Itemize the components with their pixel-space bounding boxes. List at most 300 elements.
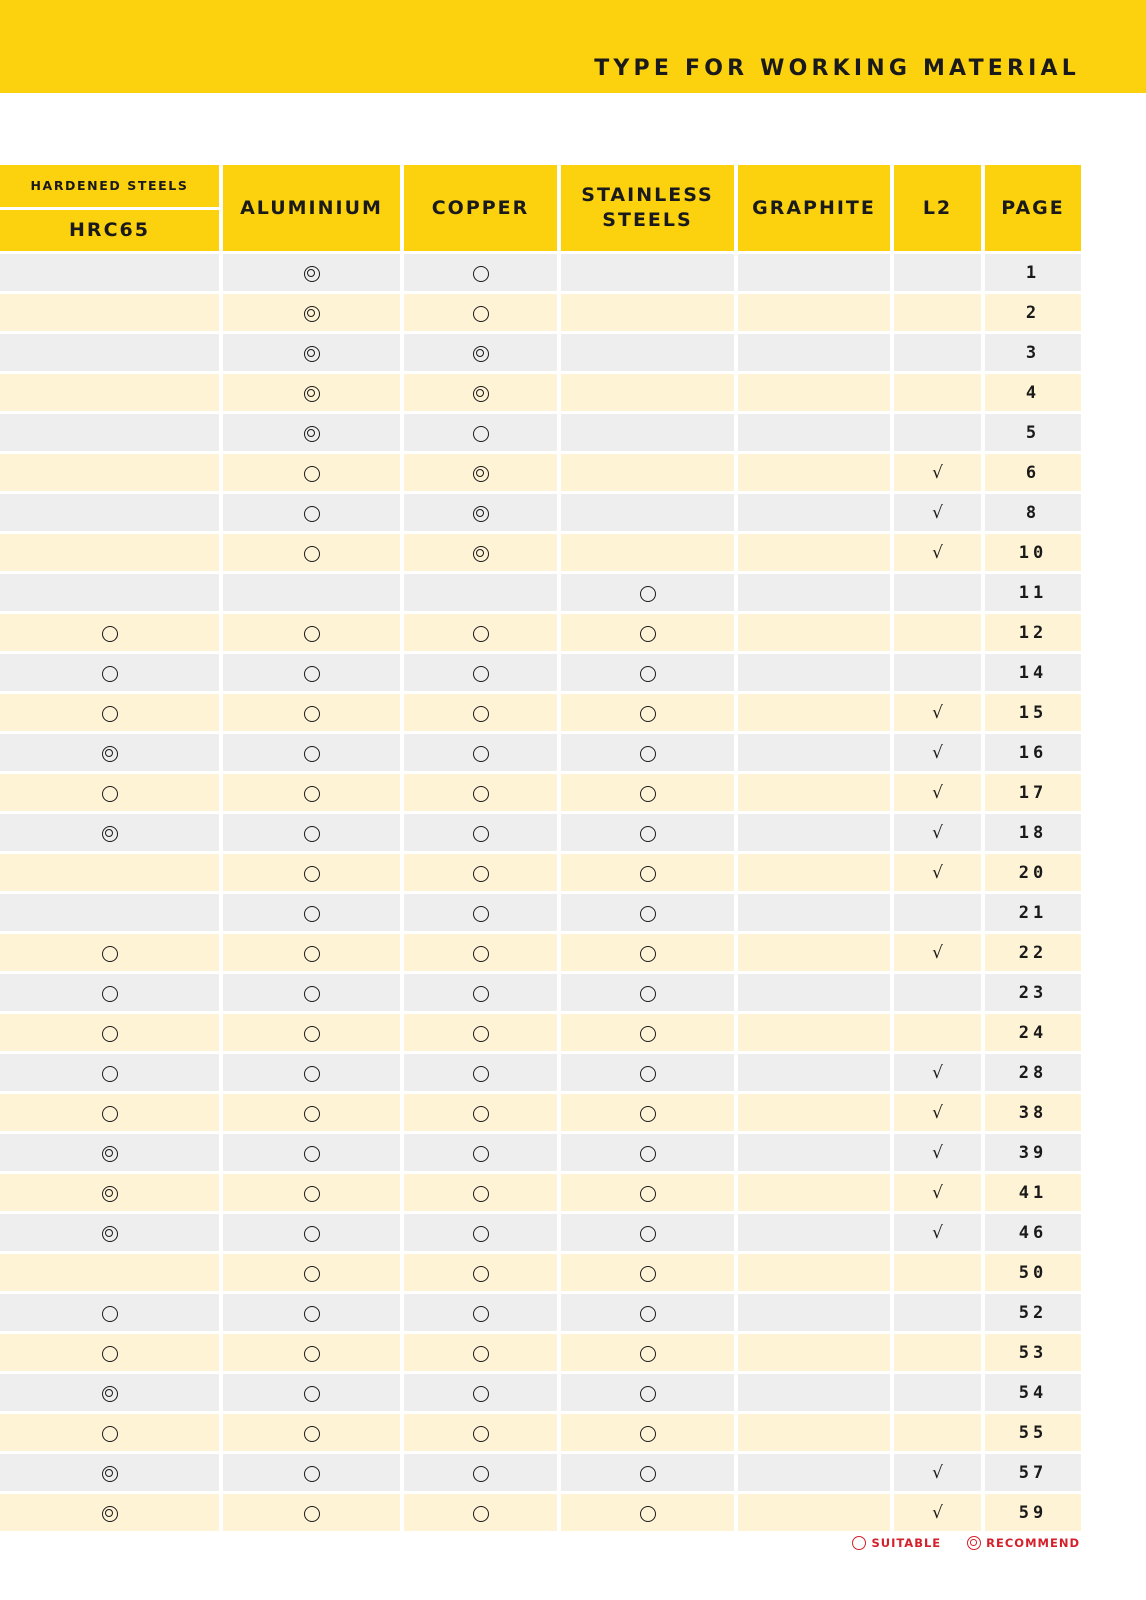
cell-al — [223, 1254, 400, 1291]
cell-hs — [0, 1454, 219, 1491]
suitable-circle-icon — [640, 1266, 656, 1282]
col-stainless-line1: STAINLESS — [581, 184, 714, 206]
cell-hs — [0, 1414, 219, 1451]
page-title: TYPE FOR WORKING MATERIAL — [594, 56, 1080, 81]
cell-gr — [738, 1254, 890, 1291]
cell-page — [985, 1374, 1081, 1411]
suitable-circle-icon — [304, 626, 320, 642]
suitable-circle-icon — [102, 946, 118, 962]
table-row — [0, 1214, 1081, 1251]
cell-hs — [0, 1094, 219, 1131]
cell-cu — [404, 1374, 557, 1411]
cell-cu — [404, 814, 557, 851]
recommend-double-circle-icon — [473, 386, 489, 402]
suitable-circle-icon — [640, 1026, 656, 1042]
cell-hs — [0, 1214, 219, 1251]
suitable-circle-icon — [473, 1226, 489, 1242]
cell-hs — [0, 974, 219, 1011]
cell-cu — [404, 654, 557, 691]
cell-l2 — [894, 1054, 981, 1091]
suitable-circle-icon — [102, 1066, 118, 1082]
cell-hs — [0, 334, 219, 371]
cell-al — [223, 454, 400, 491]
cell-hs — [0, 254, 219, 291]
cell-ss — [561, 454, 734, 491]
suitable-circle-icon — [640, 1146, 656, 1162]
cell-l2 — [894, 894, 981, 931]
cell-page — [985, 414, 1081, 451]
cell-al — [223, 294, 400, 331]
cell-cu — [404, 414, 557, 451]
cell-ss — [561, 654, 734, 691]
table-row — [0, 974, 1081, 1011]
cell-ss — [561, 534, 734, 571]
suitable-circle-icon — [640, 1426, 656, 1442]
recommend-double-circle-icon — [102, 746, 118, 762]
cell-hs — [0, 494, 219, 531]
col-page: PAGE — [985, 165, 1081, 251]
cell-l2 — [894, 494, 981, 531]
cell-ss — [561, 894, 734, 931]
cell-hs — [0, 614, 219, 651]
suitable-circle-icon — [473, 946, 489, 962]
page-number: 22 — [1018, 942, 1048, 963]
recommend-double-circle-icon — [473, 346, 489, 362]
suitable-circle-icon — [304, 1426, 320, 1442]
suitable-circle-icon — [473, 786, 489, 802]
cell-ss — [561, 934, 734, 971]
cell-gr — [738, 374, 890, 411]
cell-gr — [738, 1454, 890, 1491]
page-number: 46 — [1018, 1222, 1048, 1243]
suitable-circle-icon — [640, 586, 656, 602]
check-mark-icon: √ — [932, 1462, 943, 1483]
cell-page — [985, 574, 1081, 611]
recommend-double-circle-icon — [967, 1536, 981, 1550]
cell-gr — [738, 1094, 890, 1131]
cell-page — [985, 934, 1081, 971]
cell-hs — [0, 294, 219, 331]
cell-l2 — [894, 574, 981, 611]
page-number: 1 — [1025, 262, 1041, 283]
cell-page — [985, 1334, 1081, 1371]
cell-al — [223, 614, 400, 651]
suitable-circle-icon — [304, 746, 320, 762]
cell-cu — [404, 1214, 557, 1251]
cell-page — [985, 1174, 1081, 1211]
cell-page — [985, 614, 1081, 651]
suitable-circle-icon — [102, 1026, 118, 1042]
suitable-circle-icon — [304, 1226, 320, 1242]
cell-l2 — [894, 334, 981, 371]
table-row — [0, 734, 1081, 771]
table-row — [0, 1014, 1081, 1051]
header-row — [0, 165, 1081, 251]
suitable-circle-icon — [473, 1106, 489, 1122]
table-row — [0, 1094, 1081, 1131]
suitable-circle-icon — [640, 1106, 656, 1122]
suitable-circle-icon — [473, 1466, 489, 1482]
cell-gr — [738, 934, 890, 971]
page-number: 17 — [1018, 782, 1048, 803]
cell-l2 — [894, 654, 981, 691]
cell-page — [985, 1054, 1081, 1091]
cell-page — [985, 294, 1081, 331]
table-row — [0, 1294, 1081, 1331]
table-row — [0, 334, 1081, 371]
suitable-circle-icon — [304, 1186, 320, 1202]
page-number: 8 — [1025, 502, 1041, 523]
cell-gr — [738, 734, 890, 771]
cell-l2 — [894, 694, 981, 731]
cell-cu — [404, 1174, 557, 1211]
page-number: 53 — [1018, 1342, 1048, 1363]
suitable-circle-icon — [304, 1106, 320, 1122]
page-number: 52 — [1018, 1302, 1048, 1323]
table-row — [0, 374, 1081, 411]
cell-page — [985, 254, 1081, 291]
cell-hs — [0, 414, 219, 451]
suitable-circle-icon — [304, 706, 320, 722]
table-row — [0, 454, 1081, 491]
recommend-double-circle-icon — [304, 266, 320, 282]
cell-gr — [738, 334, 890, 371]
page-number: 11 — [1018, 582, 1048, 603]
cell-l2 — [894, 974, 981, 1011]
cell-al — [223, 1014, 400, 1051]
cell-hs — [0, 1014, 219, 1051]
suitable-circle-icon — [473, 1506, 489, 1522]
cell-page — [985, 974, 1081, 1011]
cell-al — [223, 1334, 400, 1371]
cell-cu — [404, 534, 557, 571]
cell-ss — [561, 854, 734, 891]
suitable-circle-icon — [102, 1346, 118, 1362]
cell-ss — [561, 1094, 734, 1131]
cell-l2 — [894, 1014, 981, 1051]
cell-hs — [0, 1254, 219, 1291]
cell-al — [223, 1414, 400, 1451]
cell-al — [223, 1174, 400, 1211]
cell-l2 — [894, 1294, 981, 1331]
table-row — [0, 1454, 1081, 1491]
col-aluminium: ALUMINIUM — [223, 165, 400, 251]
table-row — [0, 1494, 1081, 1531]
col-hardened-steels-label: HARDENED STEELS — [0, 165, 219, 210]
page-number: 12 — [1018, 622, 1048, 643]
cell-cu — [404, 1414, 557, 1451]
cell-cu — [404, 1494, 557, 1531]
suitable-circle-icon — [473, 306, 489, 322]
legend — [852, 1536, 1080, 1550]
suitable-circle-icon — [304, 986, 320, 1002]
cell-cu — [404, 974, 557, 1011]
recommend-double-circle-icon — [102, 1186, 118, 1202]
cell-l2 — [894, 734, 981, 771]
cell-l2 — [894, 614, 981, 651]
cell-ss — [561, 574, 734, 611]
suitable-circle-icon — [304, 826, 320, 842]
page-number: 16 — [1018, 742, 1048, 763]
cell-cu — [404, 254, 557, 291]
suitable-circle-icon — [473, 266, 489, 282]
suitable-circle-icon — [473, 1146, 489, 1162]
suitable-circle-icon — [640, 786, 656, 802]
cell-ss — [561, 1054, 734, 1091]
cell-l2 — [894, 294, 981, 331]
cell-page — [985, 1414, 1081, 1451]
cell-al — [223, 694, 400, 731]
cell-l2 — [894, 414, 981, 451]
cell-page — [985, 334, 1081, 371]
recommend-double-circle-icon — [102, 1466, 118, 1482]
cell-gr — [738, 1134, 890, 1171]
cell-l2 — [894, 1374, 981, 1411]
cell-cu — [404, 294, 557, 331]
page-number: 6 — [1025, 462, 1041, 483]
legend-recommend — [967, 1536, 1080, 1550]
cell-gr — [738, 1374, 890, 1411]
cell-hs — [0, 1294, 219, 1331]
cell-cu — [404, 1334, 557, 1371]
suitable-circle-icon — [473, 626, 489, 642]
page-number: 14 — [1018, 662, 1048, 683]
suitable-circle-icon — [640, 1306, 656, 1322]
table-row — [0, 934, 1081, 971]
suitable-circle-icon — [640, 626, 656, 642]
suitable-circle-icon — [473, 426, 489, 442]
cell-cu — [404, 854, 557, 891]
cell-ss — [561, 1254, 734, 1291]
cell-page — [985, 774, 1081, 811]
recommend-double-circle-icon — [102, 826, 118, 842]
cell-hs — [0, 1334, 219, 1371]
cell-gr — [738, 534, 890, 571]
material-table — [0, 162, 1085, 1534]
check-mark-icon: √ — [932, 1102, 943, 1123]
col-hrc65-label: HRC65 — [69, 219, 150, 241]
col-hardened-steels — [0, 165, 219, 251]
cell-gr — [738, 1494, 890, 1531]
cell-cu — [404, 454, 557, 491]
cell-al — [223, 414, 400, 451]
cell-gr — [738, 654, 890, 691]
suitable-circle-icon — [640, 946, 656, 962]
page-number: 38 — [1018, 1102, 1048, 1123]
cell-cu — [404, 934, 557, 971]
cell-page — [985, 814, 1081, 851]
suitable-circle-icon — [304, 786, 320, 802]
cell-al — [223, 1494, 400, 1531]
table-row — [0, 1374, 1081, 1411]
suitable-circle-icon — [640, 986, 656, 1002]
suitable-circle-icon — [304, 1346, 320, 1362]
suitable-circle-icon — [473, 826, 489, 842]
cell-page — [985, 1454, 1081, 1491]
cell-page — [985, 854, 1081, 891]
suitable-circle-icon — [473, 1266, 489, 1282]
table-row — [0, 1134, 1081, 1171]
suitable-circle-icon — [304, 866, 320, 882]
check-mark-icon: √ — [932, 942, 943, 963]
cell-hs — [0, 1374, 219, 1411]
cell-hs — [0, 1134, 219, 1171]
suitable-circle-icon — [102, 786, 118, 802]
recommend-double-circle-icon — [304, 306, 320, 322]
table-row — [0, 494, 1081, 531]
suitable-circle-icon — [852, 1536, 866, 1550]
cell-al — [223, 734, 400, 771]
cell-hs — [0, 534, 219, 571]
table-row — [0, 1254, 1081, 1291]
cell-gr — [738, 694, 890, 731]
cell-l2 — [894, 1254, 981, 1291]
cell-cu — [404, 1094, 557, 1131]
cell-gr — [738, 1214, 890, 1251]
suitable-circle-icon — [304, 506, 320, 522]
cell-ss — [561, 334, 734, 371]
cell-l2 — [894, 1094, 981, 1131]
cell-gr — [738, 614, 890, 651]
page-number: 55 — [1018, 1422, 1048, 1443]
col-stainless-steels — [561, 165, 734, 251]
suitable-circle-icon — [304, 1026, 320, 1042]
page-number: 18 — [1018, 822, 1048, 843]
cell-page — [985, 654, 1081, 691]
page-number: 24 — [1018, 1022, 1048, 1043]
cell-l2 — [894, 814, 981, 851]
table-row — [0, 1054, 1081, 1091]
suitable-circle-icon — [640, 666, 656, 682]
cell-cu — [404, 1014, 557, 1051]
cell-hs — [0, 574, 219, 611]
cell-ss — [561, 1414, 734, 1451]
suitable-circle-icon — [304, 1506, 320, 1522]
cell-page — [985, 1094, 1081, 1131]
cell-hs — [0, 774, 219, 811]
table-row — [0, 654, 1081, 691]
cell-page — [985, 734, 1081, 771]
recommend-double-circle-icon — [304, 386, 320, 402]
cell-al — [223, 774, 400, 811]
cell-al — [223, 1134, 400, 1171]
table-row — [0, 614, 1081, 651]
page-number: 21 — [1018, 902, 1048, 923]
check-mark-icon: √ — [932, 702, 943, 723]
suitable-circle-icon — [102, 666, 118, 682]
suitable-circle-icon — [304, 1306, 320, 1322]
table-row — [0, 574, 1081, 611]
cell-cu — [404, 334, 557, 371]
cell-page — [985, 454, 1081, 491]
suitable-circle-icon — [102, 706, 118, 722]
check-mark-icon: √ — [932, 742, 943, 763]
cell-hs — [0, 694, 219, 731]
suitable-circle-icon — [304, 466, 320, 482]
cell-ss — [561, 1374, 734, 1411]
suitable-circle-icon — [304, 1266, 320, 1282]
cell-l2 — [894, 534, 981, 571]
cell-ss — [561, 254, 734, 291]
check-mark-icon: √ — [932, 782, 943, 803]
page-number: 28 — [1018, 1062, 1048, 1083]
cell-cu — [404, 574, 557, 611]
cell-page — [985, 694, 1081, 731]
suitable-circle-icon — [473, 906, 489, 922]
cell-cu — [404, 1454, 557, 1491]
header-banner — [0, 0, 1146, 93]
cell-page — [985, 1294, 1081, 1331]
cell-al — [223, 374, 400, 411]
suitable-circle-icon — [473, 1386, 489, 1402]
suitable-circle-icon — [304, 546, 320, 562]
cell-al — [223, 1214, 400, 1251]
suitable-circle-icon — [640, 1226, 656, 1242]
cell-l2 — [894, 1174, 981, 1211]
cell-al — [223, 574, 400, 611]
cell-cu — [404, 494, 557, 531]
table-row — [0, 894, 1081, 931]
table-row — [0, 814, 1081, 851]
page-number: 15 — [1018, 702, 1048, 723]
cell-page — [985, 1494, 1081, 1531]
table-body — [0, 254, 1081, 1531]
cell-hs — [0, 814, 219, 851]
cell-ss — [561, 774, 734, 811]
cell-l2 — [894, 1454, 981, 1491]
cell-ss — [561, 374, 734, 411]
cell-gr — [738, 414, 890, 451]
check-mark-icon: √ — [932, 1142, 943, 1163]
cell-gr — [738, 494, 890, 531]
page-number: 23 — [1018, 982, 1048, 1003]
legend-suitable-label: SUITABLE — [871, 1536, 942, 1550]
cell-hs — [0, 1174, 219, 1211]
check-mark-icon: √ — [932, 1062, 943, 1083]
suitable-circle-icon — [304, 1466, 320, 1482]
col-l2: L2 — [894, 165, 981, 251]
cell-cu — [404, 1054, 557, 1091]
suitable-circle-icon — [473, 1186, 489, 1202]
cell-al — [223, 1054, 400, 1091]
cell-gr — [738, 774, 890, 811]
cell-gr — [738, 1294, 890, 1331]
suitable-circle-icon — [473, 1066, 489, 1082]
table-row — [0, 254, 1081, 291]
suitable-circle-icon — [640, 1066, 656, 1082]
cell-ss — [561, 414, 734, 451]
page-number: 57 — [1018, 1462, 1048, 1483]
cell-hs — [0, 454, 219, 491]
cell-al — [223, 894, 400, 931]
cell-l2 — [894, 854, 981, 891]
suitable-circle-icon — [473, 1346, 489, 1362]
suitable-circle-icon — [640, 1186, 656, 1202]
check-mark-icon: √ — [932, 1182, 943, 1203]
cell-cu — [404, 694, 557, 731]
recommend-double-circle-icon — [102, 1506, 118, 1522]
cell-ss — [561, 694, 734, 731]
suitable-circle-icon — [304, 946, 320, 962]
cell-gr — [738, 1054, 890, 1091]
cell-gr — [738, 1014, 890, 1051]
page-number: 39 — [1018, 1142, 1048, 1163]
suitable-circle-icon — [473, 986, 489, 1002]
cell-cu — [404, 1294, 557, 1331]
suitable-circle-icon — [304, 906, 320, 922]
cell-cu — [404, 1254, 557, 1291]
page-number: 3 — [1025, 342, 1041, 363]
